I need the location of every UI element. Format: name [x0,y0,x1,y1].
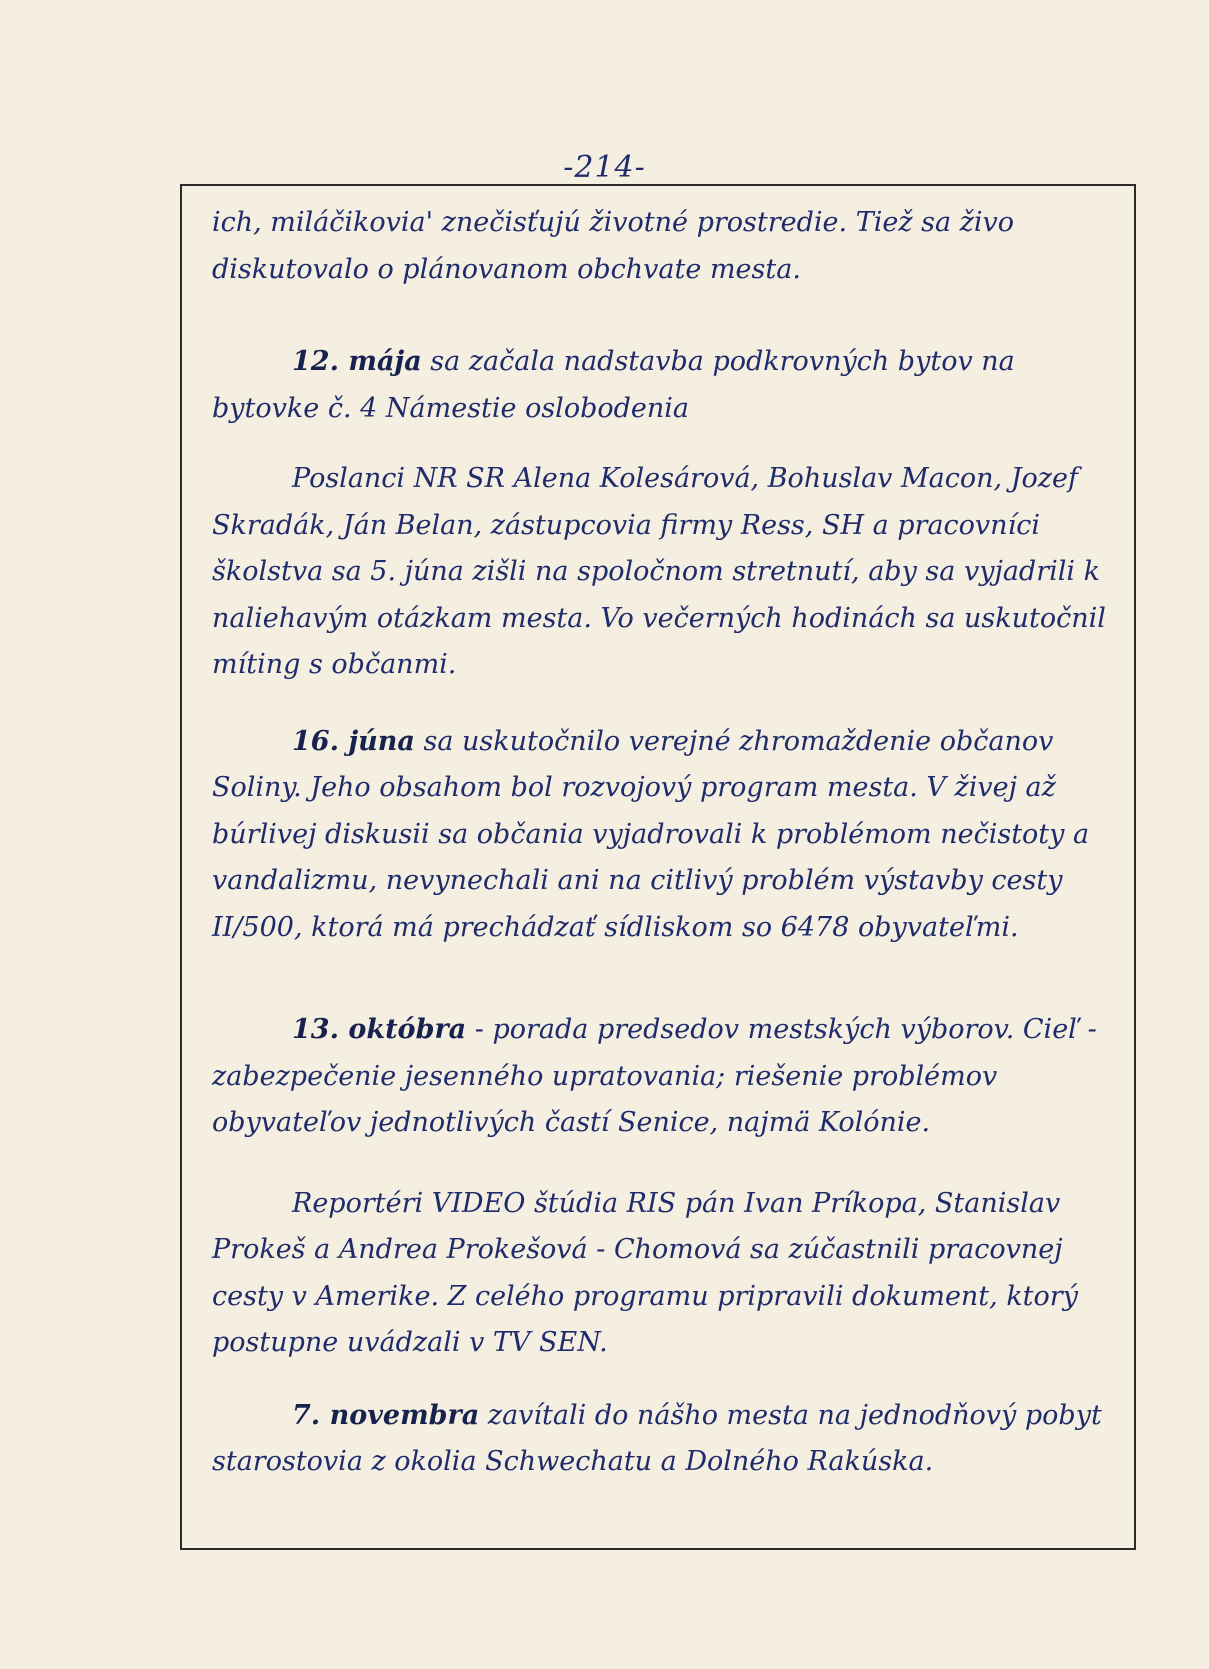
page-number: -214- [563,150,646,185]
paragraph-october-13 [212,1007,1112,1147]
paragraph-deputies [212,456,1112,689]
paragraph-text: sa začala nadstavba podkrovných bytov na bytovke č. 4 Námestie oslobodenia [212,346,1015,424]
paragraph-text: sa uskutočnilo verejné zhromaždenie občanov Soliny. Jeho obsahom bol rozvojový program mesta. V živej až búrlivej diskusii sa občania vyjadrovali k problémom nečistoty a vandalizmu, nevynechali ani na citlivý problém výstavby cesty II/500, ktorá má prechádzať sídliskom so 6478 obyvateľmi. [212,725,1090,943]
paragraph-june-16 [212,719,1112,952]
date-label: 16. júna [292,725,415,757]
paragraph-text: - porada predsedov mestských výborov. Cieľ - zabezpečenie jesenného upratovania; riešenie problémov obyvateľov jednotlivých častí Senice, najmä Kolónie. [212,1014,1097,1138]
paragraph-intro [212,200,1112,293]
paragraph-text: zavítali do nášho mesta na jednodňový pobyt starostovia z okolia Schwechatu a Dolného Rakúska. [212,1399,1102,1477]
paragraph-may-12 [212,339,1112,432]
paragraph-text: Poslanci NR SR Alena Kolesárová, Bohuslav Macon, Jozef Skradák, Ján Belan, zástupcovia firmy Ress, SH a pracovníci školstva sa 5. júna zišli na spoločnom stretnutí, aby sa vyjadrili k naliehavým otázkam mesta. Vo večerných hodinách sa uskutočnil míting s občanmi. [212,463,1106,680]
handwritten-text-block [212,200,1112,1486]
date-label: 12. mája [292,346,422,377]
paragraph-reporters [212,1181,1112,1367]
date-label: 13. októbra [292,1014,467,1045]
paragraph-text: ich, miláčikovia' znečisťujú životné prostredie. Tiež sa živo diskutovalo o plánovanom obchvate mesta. [212,207,1015,285]
date-label: 7. novembra [292,1399,480,1431]
paragraph-november-7 [212,1393,1112,1486]
paragraph-text: Reportéri VIDEO štúdia RIS pán Ivan Príkopa, Stanislav Prokeš a Andrea Prokešová - Chomová sa zúčastnili pracovnej cesty v Amerike. Z celého programu pripravili dokument, ktorý postupne uvádzali v TV SEN. [212,1187,1078,1358]
